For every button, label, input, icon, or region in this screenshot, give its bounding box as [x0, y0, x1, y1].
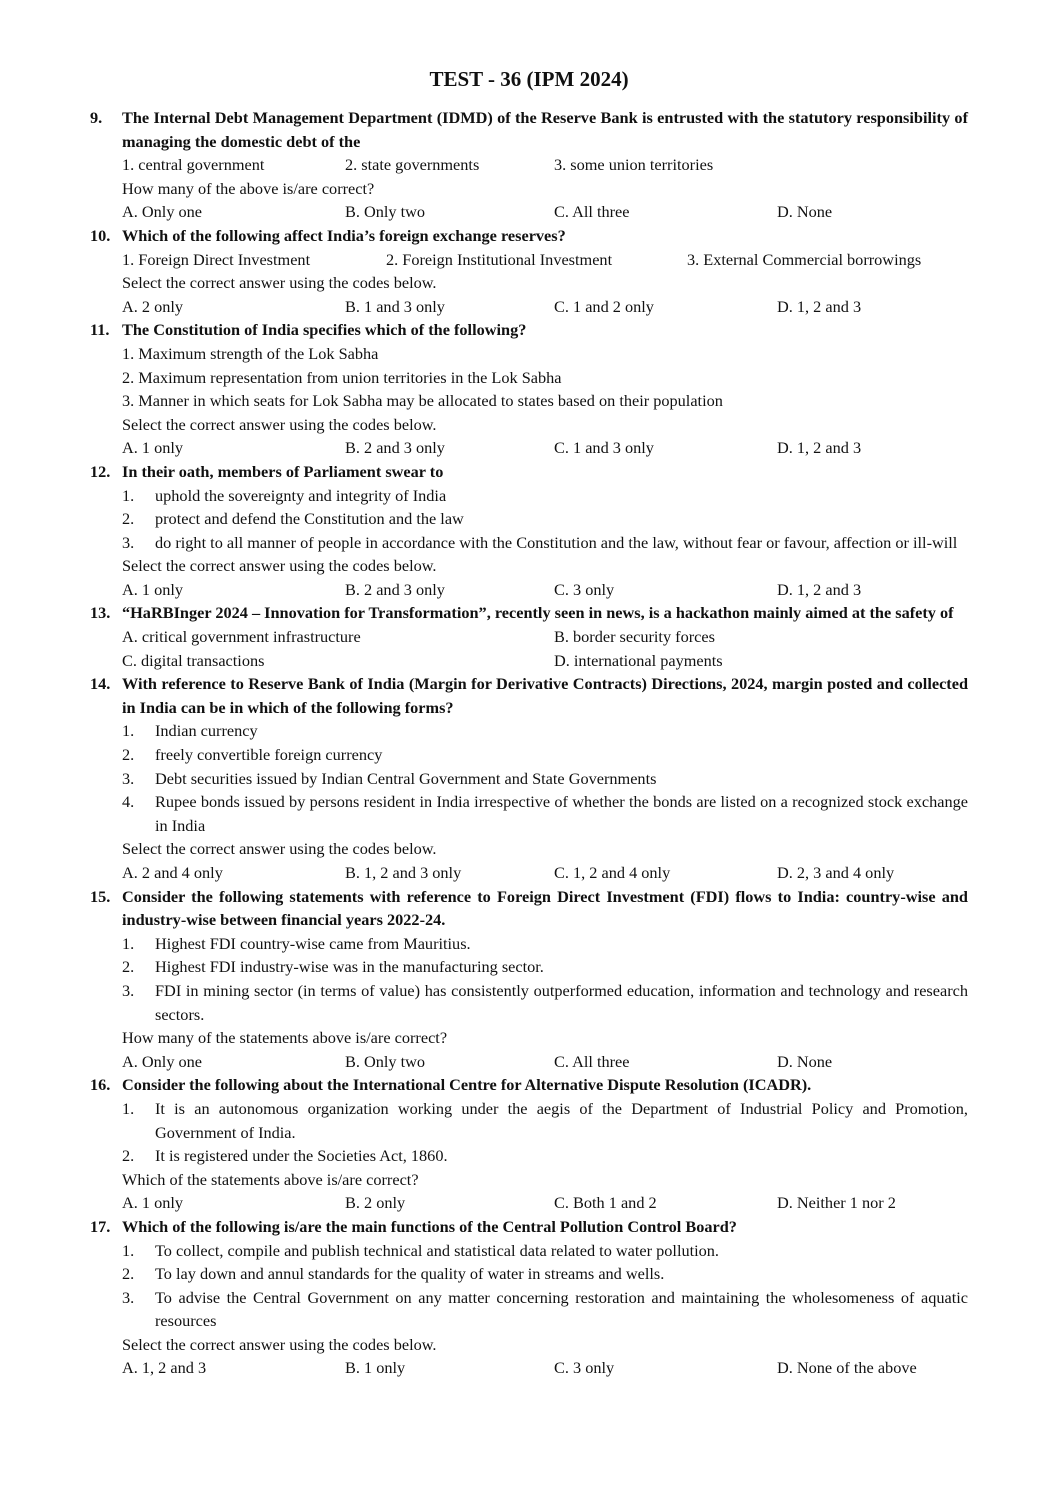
statement: 3. Manner in which seats for Lok Sabha may be allocated to states based on their population	[122, 391, 723, 411]
statement-text: freely convertible foreign currency	[155, 745, 383, 765]
answer-instruction: Select the correct answer using the codes below.	[122, 414, 437, 434]
question-17	[90, 1215, 968, 1380]
question-text: Consider the following about the International Centre for Alternative Dispute Resolution (ICADR).	[122, 1075, 812, 1095]
statement: 1. Maximum strength of the Lok Sabha	[122, 343, 379, 363]
answer-option: C. 3 only	[554, 579, 615, 599]
statement-list	[90, 484, 968, 555]
answer-option: A. 2 only	[122, 296, 184, 316]
question-stem	[90, 318, 968, 342]
statement-text: Highest FDI country-wise came from Mauritius.	[155, 933, 471, 953]
question-number: 11.	[90, 320, 110, 340]
answer-option: A. 1 only	[122, 579, 184, 599]
answer-option: D. 1, 2 and 3	[777, 438, 862, 458]
inline-statement-row	[90, 248, 968, 272]
statement-text: Rupee bonds issued by persons resident in India irrespective of whether the bonds are listed on a recognized stock exchange in India	[155, 792, 968, 835]
answer-option: B. Only two	[345, 202, 426, 222]
statement-text: uphold the sovereignty and integrity of India	[155, 485, 447, 505]
answer-option: A. 1, 2 and 3	[122, 1358, 207, 1378]
inline-statement: 1. central government	[122, 155, 265, 175]
page-title: TEST - 36 (IPM 2024)	[429, 67, 629, 91]
answer-options	[90, 578, 968, 602]
question-9	[90, 106, 968, 224]
statement	[90, 484, 968, 508]
answer-options	[90, 625, 968, 649]
question-stem	[90, 672, 968, 719]
statement	[90, 790, 968, 837]
answer-option: A. Only one	[122, 1051, 203, 1071]
question-13	[90, 601, 968, 672]
answer-option: C. All three	[554, 202, 630, 222]
answer-option: B. 1 only	[345, 1358, 406, 1378]
statement-number: 1.	[122, 1240, 135, 1260]
answer-option: C. All three	[554, 1051, 630, 1071]
question-text: The Constitution of India specifies which of the following?	[122, 320, 527, 340]
answer-option: D. international payments	[554, 650, 723, 670]
answer-option: B. 2 and 3 only	[345, 438, 445, 458]
question-10	[90, 224, 968, 318]
statement-text: Debt securities issued by Indian Central Government and State Governments	[155, 768, 657, 788]
question-text: Consider the following statements with reference to Foreign Direct Investment (FDI) flows to India: country-wise and industry-wise between financial years 2022-24.	[122, 886, 968, 930]
answer-instruction: Select the correct answer using the codes below.	[122, 1334, 437, 1354]
question-stem	[90, 224, 968, 248]
statement-number: 2.	[122, 1264, 135, 1284]
answer-option: D. None	[777, 202, 833, 222]
question-stem	[90, 106, 968, 153]
statement-text: To advise the Central Government on any matter concerning restoration and maintaining the wholesomeness of aquatic resources	[155, 1287, 968, 1331]
statement	[90, 1144, 968, 1168]
question-number: 9.	[90, 108, 103, 127]
answer-options	[90, 436, 968, 460]
question-number: 13.	[90, 603, 111, 623]
answer-option: B. border security forces	[554, 627, 715, 647]
statement-number: 1.	[122, 1098, 135, 1118]
statement-list	[90, 932, 968, 1026]
statement-list	[90, 1097, 968, 1168]
inline-statement: 3. some union territories	[554, 155, 714, 175]
answer-option: D. 1, 2 and 3	[777, 296, 862, 316]
question-number: 12.	[90, 461, 111, 481]
statement	[90, 1239, 968, 1263]
answer-option: C. 1, 2 and 4 only	[554, 863, 671, 882]
inline-statement: 3. External Commercial borrowings	[687, 249, 922, 269]
answer-instruction: Select the correct answer using the codes below.	[122, 273, 437, 293]
question-number: 16.	[90, 1075, 111, 1095]
statement-number: 2.	[122, 509, 135, 529]
question-12	[90, 460, 968, 602]
question-16	[90, 1073, 968, 1215]
statement-number: 1.	[122, 721, 135, 741]
statement-number: 2.	[122, 1146, 135, 1166]
answer-instruction: Which of the statements above is/are correct?	[122, 1169, 419, 1189]
answer-option: D. None	[777, 1051, 833, 1071]
statement	[90, 1286, 968, 1333]
statement	[90, 1262, 968, 1286]
answer-options	[90, 1191, 968, 1215]
answer-option: B. 2 only	[345, 1193, 406, 1213]
answer-instruction: Select the correct answer using the codes below.	[122, 556, 437, 576]
answer-option: C. 3 only	[554, 1358, 615, 1378]
statement	[90, 1097, 968, 1144]
question-number: 17.	[90, 1216, 111, 1236]
statement-number: 1.	[122, 485, 135, 505]
statement-text: Highest FDI industry-wise was in the manufacturing sector.	[155, 957, 544, 977]
statement	[90, 767, 968, 791]
answer-option: C. Both 1 and 2	[554, 1193, 657, 1213]
statement-number: 3.	[122, 1287, 135, 1307]
statement-text: It is an autonomous organization working under the aegis of the Department of Industrial Policy and Promotion, Government of India.	[155, 1098, 968, 1142]
answer-options	[90, 200, 968, 224]
answer-option: A. Only one	[122, 202, 203, 222]
question-15	[90, 885, 968, 1074]
statement-number: 1.	[122, 933, 135, 953]
answer-option: A. 1 only	[122, 438, 184, 458]
statement: 2. Maximum representation from union territories in the Lok Sabha	[122, 367, 562, 387]
question-number: 10.	[90, 225, 111, 245]
question-14	[90, 672, 968, 884]
inline-statement: 1. Foreign Direct Investment	[122, 249, 311, 269]
answer-option: A. 1 only	[122, 1193, 184, 1213]
statement-number: 2.	[122, 957, 135, 977]
statement-text: Indian currency	[155, 721, 258, 741]
statement	[90, 955, 968, 979]
answer-options	[90, 649, 968, 673]
answer-instruction: Select the correct answer using the codes below.	[122, 839, 437, 859]
answer-option: A. critical government infrastructure	[122, 627, 361, 647]
question-text: The Internal Debt Management Department (IDMD) of the Reserve Bank is entrusted with the statutory responsibility of managing the domestic debt of the	[122, 108, 968, 151]
statement-text: do right to all manner of people in accordance with the Constitution and the law, without fear or favour, affection or ill-will	[155, 532, 958, 552]
statement-text: FDI in mining sector (in terms of value) has consistently outperformed education, information and technology and research sectors.	[155, 980, 968, 1024]
question-stem	[90, 885, 968, 932]
statement-text: It is registered under the Societies Act, 1860.	[155, 1146, 448, 1166]
answer-option: D. 2, 3 and 4 only	[777, 863, 895, 882]
answer-instruction: How many of the above is/are correct?	[122, 178, 375, 198]
statement-list	[90, 1239, 968, 1333]
answer-option: B. 1, 2 and 3 only	[345, 863, 462, 882]
answer-option: C. 1 and 3 only	[554, 438, 654, 458]
statement-number: 3.	[122, 980, 135, 1000]
statement-list	[90, 719, 968, 837]
question-stem	[90, 1215, 968, 1239]
statement	[90, 743, 968, 767]
answer-option: D. 1, 2 and 3	[777, 579, 862, 599]
inline-statement-row	[90, 153, 968, 177]
inline-statement: 2. Foreign Institutional Investment	[386, 249, 613, 269]
statement-number: 4.	[122, 792, 135, 812]
answer-option: A. 2 and 4 only	[122, 863, 223, 882]
answer-options	[90, 861, 968, 885]
inline-statement: 2. state governments	[345, 155, 480, 175]
question-number: 15.	[90, 886, 111, 906]
question-text: “HaRBInger 2024 – Innovation for Transformation”, recently seen in news, is a hackathon mainly aimed at the safety of	[122, 603, 954, 623]
answer-option: D. None of the above	[777, 1358, 917, 1378]
statement-text: protect and defend the Constitution and the law	[155, 509, 464, 529]
answer-option: D. Neither 1 nor 2	[777, 1193, 896, 1213]
statement-number: 2.	[122, 745, 135, 765]
statement	[90, 932, 968, 956]
question-text: In their oath, members of Parliament swear to	[122, 461, 444, 481]
question-text: Which of the following is/are the main functions of the Central Pollution Control Board?	[122, 1216, 737, 1236]
answer-options	[90, 1050, 968, 1074]
question-list	[90, 106, 968, 1380]
question-11	[90, 318, 968, 460]
question-text: Which of the following affect India’s foreign exchange reserves?	[122, 225, 566, 245]
answer-options	[90, 295, 968, 319]
question-number: 14.	[90, 674, 111, 694]
statement-text: To collect, compile and publish technical and statistical data related to water pollution.	[155, 1240, 719, 1260]
statement-text: To lay down and annul standards for the quality of water in streams and wells.	[155, 1264, 665, 1284]
answer-options	[90, 1356, 968, 1380]
statement	[90, 979, 968, 1026]
question-text: With reference to Reserve Bank of India (Margin for Derivative Contracts) Directions, 2024, margin posted and collected in India can be in which of the following forms?	[122, 674, 968, 717]
question-stem	[90, 1073, 968, 1097]
answer-option: B. Only two	[345, 1051, 426, 1071]
statement	[90, 507, 968, 531]
statement-number: 3.	[122, 768, 135, 788]
answer-option: C. digital transactions	[122, 650, 265, 670]
question-stem	[90, 460, 968, 484]
statement	[90, 531, 968, 555]
question-stem	[90, 601, 968, 625]
statement-number: 3.	[122, 532, 135, 552]
answer-option: C. 1 and 2 only	[554, 296, 654, 316]
answer-option: B. 2 and 3 only	[345, 579, 445, 599]
statement	[90, 719, 968, 743]
answer-instruction: How many of the statements above is/are correct?	[122, 1028, 448, 1048]
answer-option: B. 1 and 3 only	[345, 296, 445, 316]
